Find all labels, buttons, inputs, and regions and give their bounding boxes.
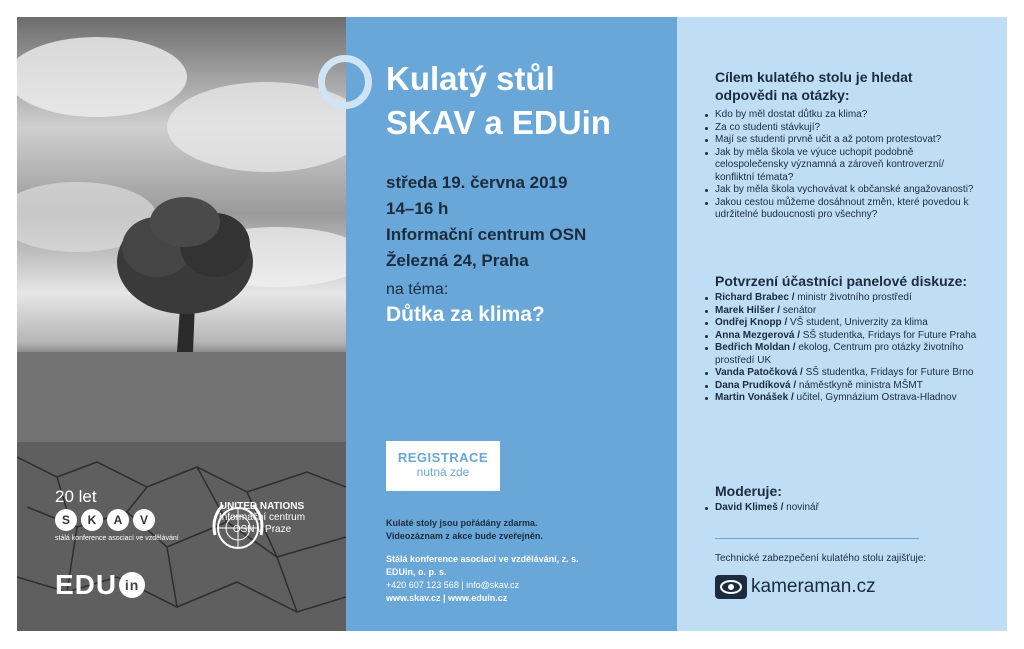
person-role: učitel, Gymnázium Ostrava-Hladnov <box>793 392 957 403</box>
moderator-list <box>704 502 979 515</box>
contact-org: EDUin, o. p. s. <box>386 567 447 577</box>
list-item: Mají se studenti prvně učit a až potom protestovat? <box>704 134 979 147</box>
ring-decoration <box>318 55 372 109</box>
un-title: UNITED NATIONS <box>219 501 305 512</box>
divider <box>715 538 919 539</box>
skav-letter: A <box>107 509 129 531</box>
aims-heading <box>715 68 975 104</box>
eduin-in-badge: in <box>119 572 145 598</box>
kameraman-text: kameraman.cz <box>751 576 876 597</box>
list-item <box>704 292 979 305</box>
skav-letter: V <box>133 509 155 531</box>
person-name: Bedřich Moldan / <box>715 342 796 353</box>
list-item <box>704 392 979 405</box>
skav-letters <box>55 509 195 531</box>
tech-support-text: Technické zabezpečení kulatého stolu zajišťuje: <box>715 553 927 564</box>
person-role: náměstkyně ministra MŠMT <box>796 379 923 391</box>
program-panel <box>677 17 1007 631</box>
un-logo <box>207 497 317 536</box>
tree-photo <box>17 17 346 631</box>
skav-tagline: stálá konference asociací ve vzdělávání <box>55 535 179 542</box>
skav-years: 20 let <box>55 487 97 506</box>
event-topic: Důtka za klima? <box>386 303 545 326</box>
person-role: senátor <box>780 304 817 316</box>
eduin-text: EDU <box>55 569 118 600</box>
event-venue: Informační centrum OSN <box>386 225 587 244</box>
list-item: Za co studenti stávkují? <box>704 122 979 135</box>
registration-label: REGISTRACE <box>397 450 489 465</box>
person-name: Dana Prudíková / <box>715 379 797 391</box>
contact-web[interactable]: www.skav.cz | www.eduin.cz <box>386 593 508 603</box>
list-item: Jak by měla škola ve výuce uchopit podobně celospolečensky významná a zároveň kontroverzní/ konfliktní témata? <box>704 147 979 185</box>
list-item: Jak by měla škola vychovávat k občanské angažovanosti? <box>704 184 979 197</box>
topic-label: na téma: <box>386 281 449 298</box>
eye-icon <box>715 575 747 599</box>
free-event-note <box>386 517 543 543</box>
list-item <box>704 305 979 318</box>
un-emblem-icon <box>207 497 269 559</box>
panel-heading: Potvrzení účastníci panelové diskuze: <box>715 273 968 289</box>
un-subtitle: OSN v Praze <box>232 524 292 535</box>
event-info-panel <box>346 17 677 631</box>
title-line: Kulatý stůl <box>386 60 555 97</box>
person-name: Richard Brabec / <box>715 292 795 303</box>
person-role: SŠ studentka, Fridays for Future Brno <box>802 367 974 378</box>
contact-info <box>386 553 579 605</box>
person-role: ministr životního prostředí <box>794 292 912 303</box>
person-name: Vanda Patočková / <box>715 367 803 378</box>
list-item <box>704 502 979 515</box>
person-role: novinář <box>783 502 819 513</box>
list-item: Jakou cestou můžeme dosáhnout změn, které povedou k udržitelné budoucnosti pro všechny? <box>704 197 979 222</box>
skav-letter: K <box>81 509 103 531</box>
contact-phone-email: +420 607 123 568 | info@skav.cz <box>386 580 520 590</box>
title-line: SKAV a EDUin <box>386 104 611 141</box>
registration-sublabel: nutná zde <box>416 465 470 479</box>
note-line: Kulaté stoly jsou pořádány zdarma. <box>386 518 538 528</box>
event-poster <box>17 17 1007 631</box>
person-name: Martin Vonášek / <box>715 392 794 403</box>
event-details <box>386 170 586 274</box>
aims-heading-line: odpovědi na otázky: <box>715 87 850 103</box>
list-item <box>704 367 979 380</box>
event-date: středa 19. června 2019 <box>386 173 568 192</box>
person-role: VŠ student, Univerzity za klima <box>787 317 928 328</box>
person-name: Ondřej Knopp / <box>715 317 788 328</box>
list-item <box>704 330 979 343</box>
contact-org: Stálá konference asociací ve vzdělávání, z. s. <box>386 554 579 564</box>
registration-button[interactable] <box>386 441 500 491</box>
person-role: ekolog, Centrum pro otázky životního prostředí UK <box>715 342 964 366</box>
list-item <box>704 317 979 330</box>
aims-heading-line: Cílem kulatého stolu je hledat <box>715 69 913 85</box>
skav-letter: S <box>55 509 77 531</box>
person-name: David Klimeš / <box>715 502 784 513</box>
event-title <box>386 57 611 145</box>
person-name: Marek Hilšer / <box>715 304 781 316</box>
event-address: Železná 24, Praha <box>386 251 529 270</box>
list-item <box>704 380 979 393</box>
aims-list <box>704 109 979 222</box>
list-item <box>704 342 979 367</box>
kameraman-logo[interactable] <box>715 575 876 599</box>
note-line: Videozáznam z akce bude zveřejněn. <box>386 531 543 541</box>
moderator-heading: Moderuje: <box>715 483 782 499</box>
event-time: 14–16 h <box>386 199 449 218</box>
list-item: Kdo by měl dostat důtku za klima? <box>704 109 979 122</box>
person-name: Anna Mezgerová / <box>715 329 801 341</box>
eduin-logo <box>55 569 145 601</box>
panel-list <box>704 292 979 405</box>
un-subtitle: Informační centrum <box>218 512 306 523</box>
person-role: SŠ studentka, Fridays for Future Praha <box>800 329 977 341</box>
